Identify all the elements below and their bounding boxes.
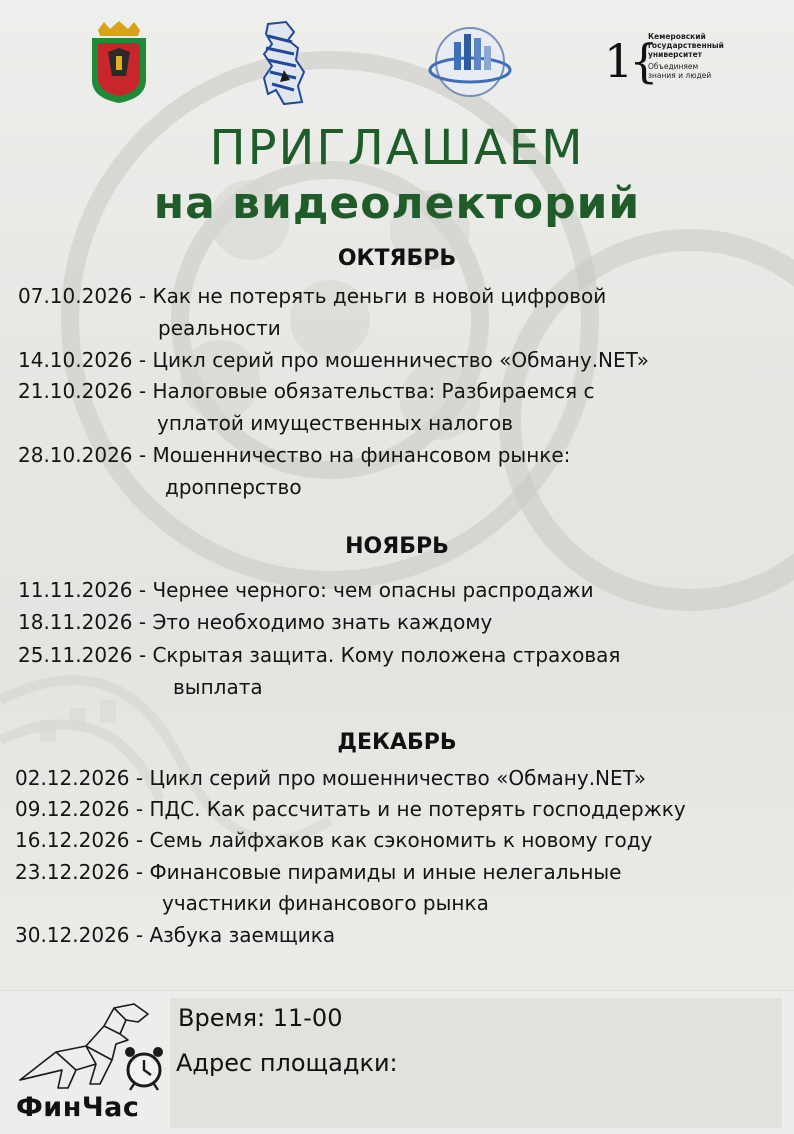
brand-wordmark: ФинЧас [16, 1092, 140, 1123]
month-heading-november: НОЯБРЬ [345, 534, 449, 559]
schedule-item-continuation: выплата [173, 675, 263, 699]
region-map-logo-icon [258, 20, 308, 106]
kemsu-mark: 1{ [604, 34, 655, 88]
schedule-item: 16.12.2026 - Семь лайфхаков как сэкономить к новому году [15, 828, 653, 852]
month-heading-october: ОКТЯБРЬ [337, 246, 457, 271]
kemsu-logo-icon [604, 28, 724, 98]
schedule-item: 14.10.2026 - Цикл серий про мошенничество «Обману.NET» [18, 348, 650, 372]
schedule-item: 30.12.2026 - Азбука заемщика [15, 923, 336, 947]
schedule-item: 25.11.2026 - Скрытая защита. Кому положена страховая [18, 643, 621, 667]
schedule-item-continuation: дропперство [165, 475, 302, 499]
event-time: Время: 11-00 [178, 1004, 343, 1032]
schedule-item: 11.11.2026 - Чернее черного: чем опасны распродажи [18, 578, 594, 602]
origami-dinosaur-mascot-icon [16, 1000, 166, 1092]
month-heading-december: ДЕКАБРЬ [337, 730, 457, 755]
schedule-item: 02.12.2026 - Цикл серий про мошенничество «Обману.NET» [15, 766, 647, 790]
schedule-item: 23.12.2026 - Финансовые пирамиды и иные нелегальные [15, 860, 622, 884]
kemsu-slogan: Объединяем знания и людей [648, 62, 712, 80]
kemsu-text [648, 32, 726, 80]
schedule-item: 18.11.2026 - Это необходимо знать каждому [18, 610, 493, 634]
page-subtitle: на видеолекторий [153, 178, 641, 229]
schedule-item: 21.10.2026 - Налоговые обязательства: Разбираемся с [18, 379, 595, 403]
page-title: ПРИГЛАШАЕМ [209, 120, 585, 176]
venue-address-label: Адрес площадки: [176, 1049, 398, 1077]
kuzbass-coat-of-arms-icon [86, 20, 152, 104]
kemsu-name: Кемеровский государственный университет [648, 32, 724, 59]
schedule-item-continuation: уплатой имущественных налогов [157, 411, 514, 435]
schedule-item-continuation: участники финансового рынка [162, 891, 489, 915]
schedule-item: 07.10.2026 - Как не потерять деньги в новой цифровой [18, 284, 607, 308]
schedule-item: 09.12.2026 - ПДС. Как рассчитать и не потерять господдержку [15, 797, 686, 821]
alarm-clock-icon [125, 1047, 163, 1090]
schedule-item: 28.10.2026 - Мошенничество на финансовом рынке: [18, 443, 571, 467]
financial-literacy-center-logo-icon [424, 24, 516, 104]
schedule-item-continuation: реальности [158, 316, 281, 340]
